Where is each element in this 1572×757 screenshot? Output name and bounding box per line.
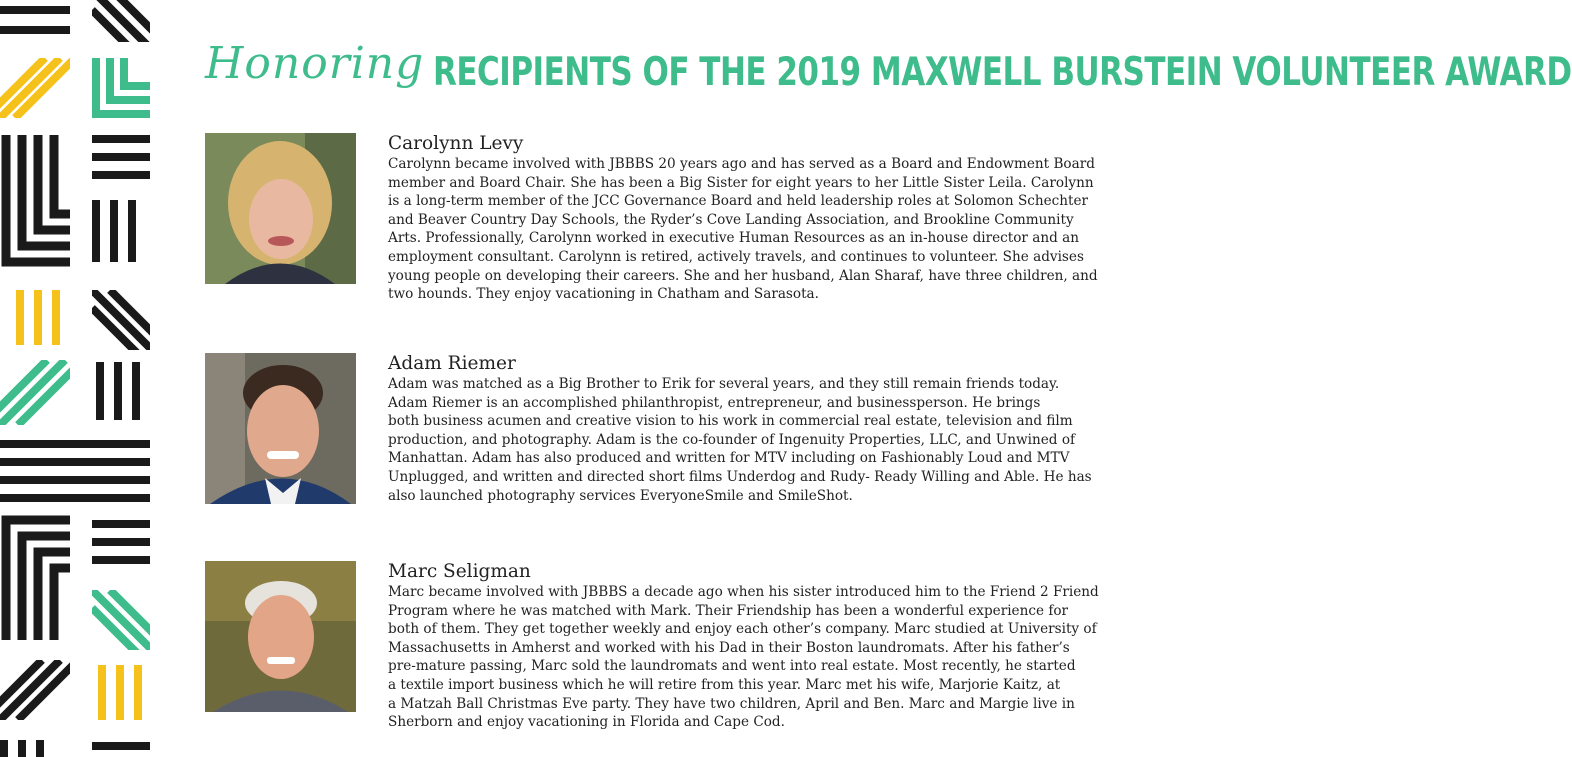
bio-line: Adam Riemer is an accomplished philanthropist, entrepreneur, and businessperson. He brings (388, 394, 1041, 411)
bio-line: Unplugged, and written and directed short films Underdog and Rudy- Ready Willing and Able. He has (388, 468, 1092, 485)
bio-line: Marc became involved with JBBBS a decade ago when his sister introduced him to the Friend 2 Friend (388, 584, 1099, 600)
bio-line: production, and photography. Adam is the co-founder of Ingenuity Properties, LLC, and Unwined of (388, 431, 1076, 448)
bio-line: Program where he was matched with Mark. Their Friendship has been a wonderful experience for (388, 602, 1069, 619)
heading-title: RECIPIENTS OF THE 2019 MAXWELL BURSTEIN VOLUNTEER AWARD (433, 50, 1572, 95)
decorative-stripe-pattern (0, 0, 150, 757)
recipient-bio (388, 583, 1188, 732)
bio-line: Massachusetts in Amherst and worked with his Dad in their Boston laundromats. After his father’s (388, 639, 1070, 656)
bio-line: also launched photography services EveryoneSmile and SmileShot. (388, 487, 853, 504)
bio-line: is a long-term member of the JCC Governance Board and held leadership roles at Solomon Schechter (388, 193, 1089, 210)
bio-line: young people on developing their careers. She and her husband, Alan Sharaf, have three children, and (388, 267, 1098, 284)
bio-line: Adam was matched as a Big Brother to Erik for several years, and they still remain friends today. (388, 376, 1060, 392)
recipient-photo (205, 561, 356, 712)
recipient-name: Marc Seligman (388, 561, 531, 582)
bio-line: Carolynn became involved with JBBBS 20 years ago and has served as a Board and Endowment Board (388, 156, 1095, 172)
bio-line: Sherborn and enjoy vacationing in Florida and Cape Cod. (388, 714, 785, 731)
recipient-bio (388, 155, 1188, 304)
bio-line: both of them. They get together weekly and enjoy each other’s company. Marc studied at University of (388, 621, 1097, 638)
bio-line: a textile import business which he will retire from this year. Marc met his wife, Marjorie Kaitz, at (388, 676, 1061, 693)
recipient-bio (388, 375, 1188, 505)
bio-line: employment consultant. Carolynn is retired, actively travels, and continues to volunteer. She advises (388, 248, 1084, 265)
bio-line: pre-mature passing, Marc sold the laundromats and went into real estate. Most recently, he started (388, 658, 1076, 675)
recipient-photo (205, 133, 356, 284)
bio-line: both business acumen and creative vision to his work in commercial real estate, television and film (388, 413, 1073, 430)
heading-script-word: Honoring (205, 38, 425, 89)
bio-line: Arts. Professionally, Carolynn worked in executive Human Resources as an in-house director and an (388, 230, 1079, 247)
bio-line: Manhattan. Adam has also produced and written for MTV including on Fashionably Loud and MTV (388, 450, 1070, 467)
recipient-name: Carolynn Levy (388, 133, 524, 154)
recipient-name: Adam Riemer (388, 353, 516, 374)
bio-line: member and Board Chair. She has been a Big Sister for eight years to her Little Sister Leila. Carolynn (388, 174, 1094, 191)
recipient-photo (205, 353, 356, 504)
page-heading (205, 30, 1572, 110)
bio-line: and Beaver Country Day Schools, the Ryder’s Cove Landing Association, and Brookline Community (388, 211, 1074, 228)
bio-line: a Matzah Ball Christmas Eve party. They have two children, April and Ben. Marc and Margie live in (388, 695, 1075, 712)
bio-line: two hounds. They enjoy vacationing in Chatham and Sarasota. (388, 286, 819, 303)
